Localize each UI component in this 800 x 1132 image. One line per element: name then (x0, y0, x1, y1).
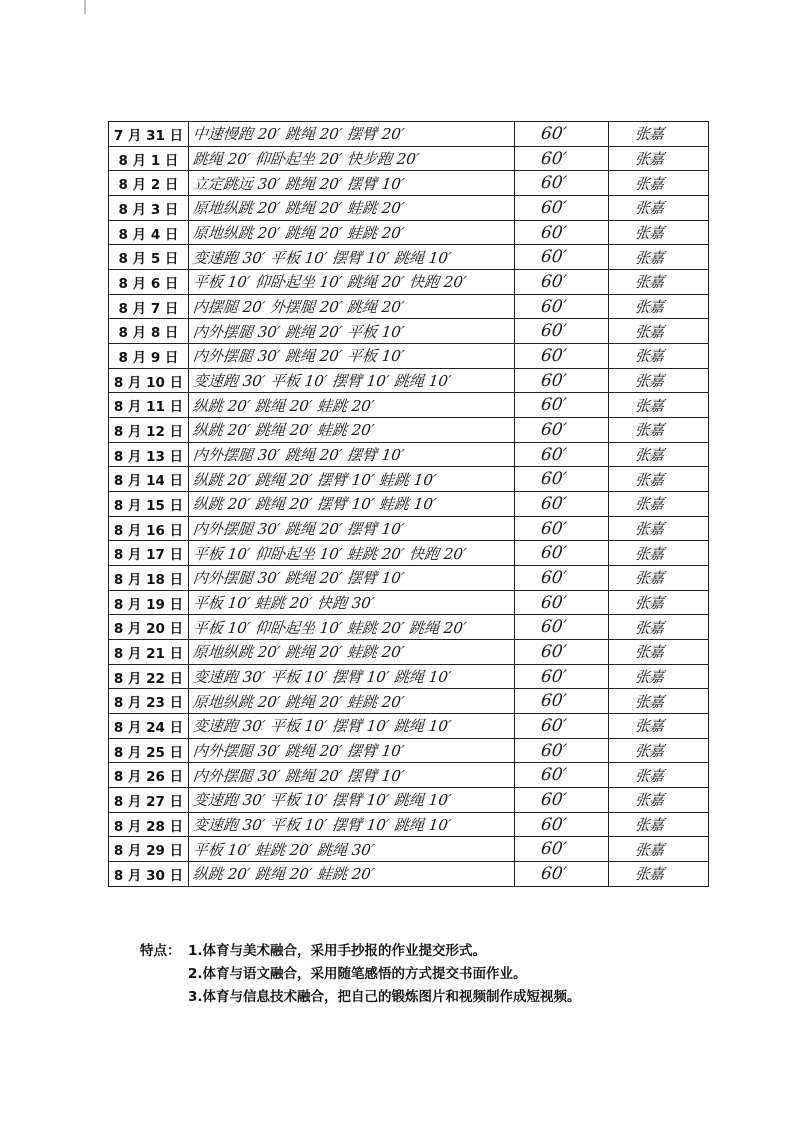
exercise-content-text: 纵跳 20′ 跳绳 20′ 摆臂 10′ 蛙跳 10′ (192, 495, 438, 514)
date-cell (109, 615, 189, 640)
date-text: 8 月 20 日 (113, 621, 184, 638)
features-label: 特点： (140, 943, 181, 959)
minutes-text: 60′ (539, 617, 568, 638)
signature-cell (609, 788, 709, 813)
table-row (109, 590, 709, 615)
exercise-content-text: 内外摆腿 30′ 跳绳 20′ 平板 10′ (192, 347, 406, 366)
signature-text: 张嘉 (634, 322, 664, 341)
minutes-cell (515, 245, 609, 270)
table-row (109, 516, 709, 541)
exercise-content-text: 内外摆腿 30′ 跳绳 20′ 摆臂 10′ (192, 569, 406, 588)
minutes-cell (515, 122, 609, 147)
signature-cell (609, 664, 709, 689)
signature-cell (609, 245, 709, 270)
minutes-text: 60′ (539, 345, 568, 366)
table-row (109, 319, 709, 344)
table-row (109, 418, 709, 443)
exercise-content-cell (189, 566, 515, 591)
exercise-content-cell (189, 516, 515, 541)
date-cell (109, 220, 189, 245)
date-text: 8 月 2 日 (118, 177, 179, 194)
minutes-text: 60′ (539, 691, 568, 712)
table-row (109, 368, 709, 393)
exercise-content-text: 变速跑 30′ 平板 10′ 摆臂 10′ 跳绳 10′ (192, 816, 453, 835)
table-row (109, 763, 709, 788)
exercise-content-text: 内外摆腿 30′ 跳绳 20′ 摆臂 10′ (192, 520, 406, 539)
signature-text: 张嘉 (634, 520, 664, 539)
date-cell (109, 171, 189, 196)
exercise-content-text: 变速跑 30′ 平板 10′ 摆臂 10′ 跳绳 10′ (192, 668, 453, 687)
minutes-text: 60′ (539, 839, 568, 860)
signature-cell (609, 837, 709, 862)
date-text: 7 月 31 日 (113, 127, 184, 144)
date-text: 8 月 6 日 (118, 275, 179, 292)
exercise-content-text: 原地纵跳 20′ 跳绳 20′ 蛙跳 20′ (192, 224, 406, 243)
exercise-content-cell (189, 171, 515, 196)
minutes-cell (515, 788, 609, 813)
exercise-content-text: 纵跳 20′ 跳绳 20′ 蛙跳 20′ (192, 396, 376, 415)
signature-text: 张嘉 (634, 594, 664, 613)
date-text: 8 月 5 日 (118, 251, 179, 268)
minutes-text: 60′ (539, 567, 568, 588)
date-cell (109, 368, 189, 393)
signature-text: 张嘉 (634, 495, 664, 514)
date-cell (109, 566, 189, 591)
date-text: 8 月 7 日 (118, 300, 179, 317)
signature-cell (609, 418, 709, 443)
minutes-cell (515, 393, 609, 418)
date-text: 8 月 21 日 (113, 645, 184, 662)
exercise-content-text: 内外摆腿 30′ 跳绳 20′ 摆臂 10′ (192, 766, 406, 785)
signature-text: 张嘉 (634, 569, 664, 588)
minutes-text: 60′ (539, 469, 568, 490)
exercise-content-cell (189, 689, 515, 714)
minutes-text: 60′ (539, 789, 568, 810)
signature-cell (609, 146, 709, 171)
feature-text: 1.体育与美术融合，采用手抄报的作业提交形式。 (188, 943, 487, 959)
exercise-content-text: 原地纵跳 20′ 跳绳 20′ 蛙跳 20′ (192, 643, 406, 662)
minutes-text: 60′ (539, 641, 568, 662)
exercise-content-cell (189, 196, 515, 221)
minutes-cell (515, 812, 609, 837)
signature-text: 张嘉 (634, 174, 664, 193)
signature-cell (609, 344, 709, 369)
table-row (109, 640, 709, 665)
date-text: 8 月 11 日 (113, 399, 184, 416)
table-row (109, 393, 709, 418)
exercise-content-text: 平板 10′ 仰卧起坐 10′ 跳绳 20′ 快跑 20′ (192, 273, 468, 292)
minutes-text: 60′ (539, 123, 568, 144)
signature-text: 张嘉 (634, 816, 664, 835)
exercise-content-cell (189, 122, 515, 147)
minutes-cell (515, 566, 609, 591)
signature-text: 张嘉 (634, 742, 664, 761)
signature-cell (609, 812, 709, 837)
date-text: 8 月 19 日 (113, 596, 184, 613)
date-text: 8 月 23 日 (113, 695, 184, 712)
minutes-cell (515, 196, 609, 221)
date-text: 8 月 8 日 (118, 325, 179, 342)
minutes-cell (515, 516, 609, 541)
table-row (109, 146, 709, 171)
signature-cell (609, 862, 709, 887)
exercise-content-cell (189, 467, 515, 492)
signature-text: 张嘉 (634, 668, 664, 687)
minutes-cell (515, 294, 609, 319)
exercise-content-cell (189, 270, 515, 295)
minutes-cell (515, 590, 609, 615)
signature-cell (609, 763, 709, 788)
date-text: 8 月 9 日 (118, 349, 179, 366)
exercise-content-text: 纵跳 20′ 跳绳 20′ 摆臂 10′ 蛙跳 10′ (192, 470, 438, 489)
date-cell (109, 393, 189, 418)
signature-text: 张嘉 (634, 692, 664, 711)
exercise-content-text: 内外摆腿 30′ 跳绳 20′ 平板 10′ (192, 322, 406, 341)
exercise-content-text: 内外摆腿 30′ 跳绳 20′ 摆臂 10′ (192, 446, 406, 465)
signature-cell (609, 689, 709, 714)
date-cell (109, 122, 189, 147)
signature-text: 张嘉 (634, 347, 664, 366)
date-cell (109, 763, 189, 788)
signature-cell (609, 171, 709, 196)
minutes-text: 60′ (539, 765, 568, 786)
date-cell (109, 689, 189, 714)
exercise-content-text: 平板 10′ 仰卧起坐 10′ 蛙跳 20′ 快跑 20′ (192, 544, 468, 563)
table-row (109, 122, 709, 147)
minutes-text: 60′ (539, 321, 568, 342)
signature-text: 张嘉 (634, 273, 664, 292)
minutes-cell (515, 171, 609, 196)
minutes-text: 60′ (539, 543, 568, 564)
table-row (109, 442, 709, 467)
signature-cell (609, 220, 709, 245)
minutes-cell (515, 442, 609, 467)
date-cell (109, 442, 189, 467)
table-row (109, 689, 709, 714)
exercise-content-cell (189, 714, 515, 739)
signature-cell (609, 492, 709, 517)
signature-text: 张嘉 (634, 150, 664, 168)
scan-edge-mark (84, 0, 86, 14)
signature-text: 张嘉 (634, 865, 664, 884)
signature-cell (609, 368, 709, 393)
signature-cell (609, 122, 709, 147)
minutes-text: 60′ (539, 863, 568, 884)
minutes-text: 60′ (539, 197, 568, 218)
exercise-content-text: 内摆腿 20′ 外摆腿 20′ 跳绳 20′ (192, 298, 406, 317)
exercise-content-text: 立定跳远 30′ 跳绳 20′ 摆臂 10′ (192, 174, 406, 193)
date-cell (109, 541, 189, 566)
date-text: 8 月 4 日 (118, 226, 179, 243)
date-text: 8 月 16 日 (113, 522, 184, 539)
signature-text: 张嘉 (634, 224, 664, 243)
minutes-cell (515, 763, 609, 788)
exercise-content-cell (189, 319, 515, 344)
date-text: 8 月 26 日 (113, 769, 184, 786)
minutes-text: 60′ (539, 222, 568, 243)
exercise-content-cell (189, 344, 515, 369)
exercise-content-cell (189, 220, 515, 245)
minutes-cell (515, 615, 609, 640)
table-row (109, 862, 709, 887)
feature-text: 2.体育与语文融合，采用随笔感悟的方式提交书面作业。 (188, 966, 527, 982)
date-text: 8 月 15 日 (113, 497, 184, 514)
signature-text: 张嘉 (634, 372, 664, 391)
exercise-content-cell (189, 812, 515, 837)
table-row (109, 788, 709, 813)
date-text: 8 月 18 日 (113, 571, 184, 588)
minutes-text: 60′ (539, 814, 568, 835)
exercise-content-text: 变速跑 30′ 平板 10′ 摆臂 10′ 跳绳 10′ (192, 248, 453, 267)
exercise-content-text: 平板 10′ 仰卧起坐 10′ 蛙跳 20′ 跳绳 20′ (192, 618, 468, 637)
signature-text: 张嘉 (634, 643, 664, 662)
signature-text: 张嘉 (634, 840, 664, 859)
table-row (109, 492, 709, 517)
minutes-cell (515, 319, 609, 344)
minutes-text: 60′ (539, 740, 568, 761)
date-cell (109, 146, 189, 171)
minutes-text: 60′ (539, 518, 568, 539)
signature-text: 张嘉 (634, 717, 664, 736)
exercise-content-cell (189, 418, 515, 443)
exercise-content-cell (189, 492, 515, 517)
signature-cell (609, 196, 709, 221)
minutes-cell (515, 714, 609, 739)
date-cell (109, 467, 189, 492)
exercise-content-text: 纵跳 20′ 跳绳 20′ 蛙跳 20′ (192, 421, 376, 440)
minutes-cell (515, 344, 609, 369)
table-row (109, 467, 709, 492)
date-text: 8 月 3 日 (118, 201, 179, 218)
features-section (140, 940, 581, 1009)
exercise-content-cell (189, 442, 515, 467)
exercise-content-text: 原地纵跳 20′ 跳绳 20′ 蛙跳 20′ (192, 692, 406, 711)
signature-cell (609, 442, 709, 467)
signature-cell (609, 541, 709, 566)
date-cell (109, 590, 189, 615)
date-cell (109, 738, 189, 763)
feature-item (140, 986, 581, 1009)
signature-cell (609, 294, 709, 319)
exercise-content-text: 变速跑 30′ 平板 10′ 摆臂 10′ 跳绳 10′ (192, 717, 453, 736)
table-row (109, 541, 709, 566)
table-row (109, 837, 709, 862)
date-text: 8 月 17 日 (113, 547, 184, 564)
date-cell (109, 664, 189, 689)
table-row (109, 566, 709, 591)
signature-cell (609, 270, 709, 295)
exercise-content-cell (189, 837, 515, 862)
date-text: 8 月 28 日 (113, 818, 184, 835)
exercise-content-cell (189, 664, 515, 689)
exercise-log-table (108, 121, 709, 887)
minutes-cell (515, 689, 609, 714)
signature-text: 张嘉 (634, 125, 664, 144)
signature-text: 张嘉 (634, 298, 664, 317)
exercise-content-text: 原地纵跳 20′ 跳绳 20′ 蛙跳 20′ (192, 199, 406, 218)
signature-cell (609, 566, 709, 591)
exercise-content-cell (189, 788, 515, 813)
exercise-content-cell (189, 146, 515, 171)
table-row (109, 664, 709, 689)
minutes-cell (515, 738, 609, 763)
minutes-text: 60′ (539, 715, 568, 736)
feature-item (140, 963, 581, 986)
minutes-text: 60′ (539, 493, 568, 514)
minutes-text: 60′ (539, 592, 568, 613)
signature-text: 张嘉 (634, 766, 664, 785)
feature-item (140, 940, 581, 963)
exercise-content-cell (189, 640, 515, 665)
date-text: 8 月 25 日 (113, 744, 184, 761)
signature-cell (609, 615, 709, 640)
table-row (109, 171, 709, 196)
minutes-text: 60′ (539, 444, 568, 465)
date-cell (109, 640, 189, 665)
minutes-cell (515, 492, 609, 517)
signature-cell (609, 738, 709, 763)
signature-cell (609, 714, 709, 739)
exercise-content-text: 中速慢跑 20′ 跳绳 20′ 摆臂 20′ (192, 125, 406, 144)
table-row (109, 220, 709, 245)
date-cell (109, 418, 189, 443)
exercise-content-text: 纵跳 20′ 跳绳 20′ 蛙跳 20′ (192, 865, 376, 884)
table-row (109, 196, 709, 221)
table-row (109, 270, 709, 295)
date-cell (109, 196, 189, 221)
table-row (109, 738, 709, 763)
signature-cell (609, 640, 709, 665)
date-text: 8 月 12 日 (113, 423, 184, 440)
minutes-cell (515, 664, 609, 689)
minutes-cell (515, 640, 609, 665)
date-cell (109, 862, 189, 887)
exercise-content-text: 内外摆腿 30′ 跳绳 20′ 摆臂 10′ (192, 742, 406, 761)
feature-text: 3.体育与信息技术融合，把自己的锻炼图片和视频制作成短视频。 (188, 989, 581, 1005)
minutes-text: 60′ (539, 173, 568, 194)
table-row (109, 615, 709, 640)
signature-text: 张嘉 (634, 421, 664, 440)
date-text: 8 月 22 日 (113, 670, 184, 687)
date-cell (109, 294, 189, 319)
minutes-text: 60′ (539, 296, 568, 317)
date-cell (109, 714, 189, 739)
minutes-text: 60′ (539, 395, 568, 416)
date-text: 8 月 13 日 (113, 448, 184, 465)
exercise-content-text: 跳绳 20′ 仰卧起坐 20′ 快步跑 20′ (192, 150, 421, 168)
table-row (109, 812, 709, 837)
exercise-content-cell (189, 862, 515, 887)
minutes-cell (515, 146, 609, 171)
exercise-content-cell (189, 368, 515, 393)
date-cell (109, 245, 189, 270)
signature-text: 张嘉 (634, 446, 664, 465)
signature-text: 张嘉 (634, 470, 664, 489)
minutes-text: 60′ (539, 419, 568, 440)
minutes-text: 60′ (539, 666, 568, 687)
exercise-content-cell (189, 393, 515, 418)
table-row (109, 714, 709, 739)
signature-cell (609, 319, 709, 344)
date-text: 8 月 30 日 (113, 867, 184, 884)
date-cell (109, 319, 189, 344)
exercise-content-cell (189, 615, 515, 640)
minutes-cell (515, 220, 609, 245)
signature-text: 张嘉 (634, 396, 664, 415)
exercise-content-cell (189, 738, 515, 763)
exercise-log-body (109, 122, 709, 887)
signature-text: 张嘉 (634, 791, 664, 810)
date-cell (109, 344, 189, 369)
minutes-cell (515, 368, 609, 393)
date-cell (109, 788, 189, 813)
minutes-text: 60′ (539, 271, 568, 292)
signature-cell (609, 393, 709, 418)
exercise-content-cell (189, 763, 515, 788)
date-cell (109, 837, 189, 862)
exercise-content-cell (189, 541, 515, 566)
signature-text: 张嘉 (634, 618, 664, 637)
exercise-content-cell (189, 245, 515, 270)
signature-cell (609, 467, 709, 492)
minutes-cell (515, 270, 609, 295)
exercise-content-cell (189, 590, 515, 615)
minutes-cell (515, 418, 609, 443)
date-text: 8 月 27 日 (113, 793, 184, 810)
date-cell (109, 516, 189, 541)
signature-cell (609, 516, 709, 541)
date-cell (109, 812, 189, 837)
signature-text: 张嘉 (634, 248, 664, 267)
signature-text: 张嘉 (634, 199, 664, 218)
minutes-cell (515, 837, 609, 862)
minutes-cell (515, 541, 609, 566)
table-row (109, 294, 709, 319)
date-cell (109, 492, 189, 517)
signature-text: 张嘉 (634, 544, 664, 563)
date-text: 8 月 1 日 (118, 152, 179, 169)
exercise-content-text: 平板 10′ 蛙跳 20′ 跳绳 30′ (192, 840, 376, 859)
minutes-cell (515, 862, 609, 887)
date-cell (109, 270, 189, 295)
exercise-content-cell (189, 294, 515, 319)
signature-cell (609, 590, 709, 615)
exercise-content-text: 平板 10′ 蛙跳 20′ 快跑 30′ (192, 594, 376, 613)
table-row (109, 344, 709, 369)
date-text: 8 月 10 日 (113, 374, 184, 391)
minutes-text: 60′ (539, 370, 568, 391)
exercise-content-text: 变速跑 30′ 平板 10′ 摆臂 10′ 跳绳 10′ (192, 791, 453, 810)
table-row (109, 245, 709, 270)
date-text: 8 月 29 日 (113, 843, 184, 860)
minutes-cell (515, 467, 609, 492)
date-text: 8 月 24 日 (113, 719, 184, 736)
minutes-text: 60′ (539, 247, 568, 268)
minutes-text: 60′ (539, 148, 568, 169)
date-text: 8 月 14 日 (113, 473, 184, 490)
exercise-content-text: 变速跑 30′ 平板 10′ 摆臂 10′ 跳绳 10′ (192, 372, 453, 391)
